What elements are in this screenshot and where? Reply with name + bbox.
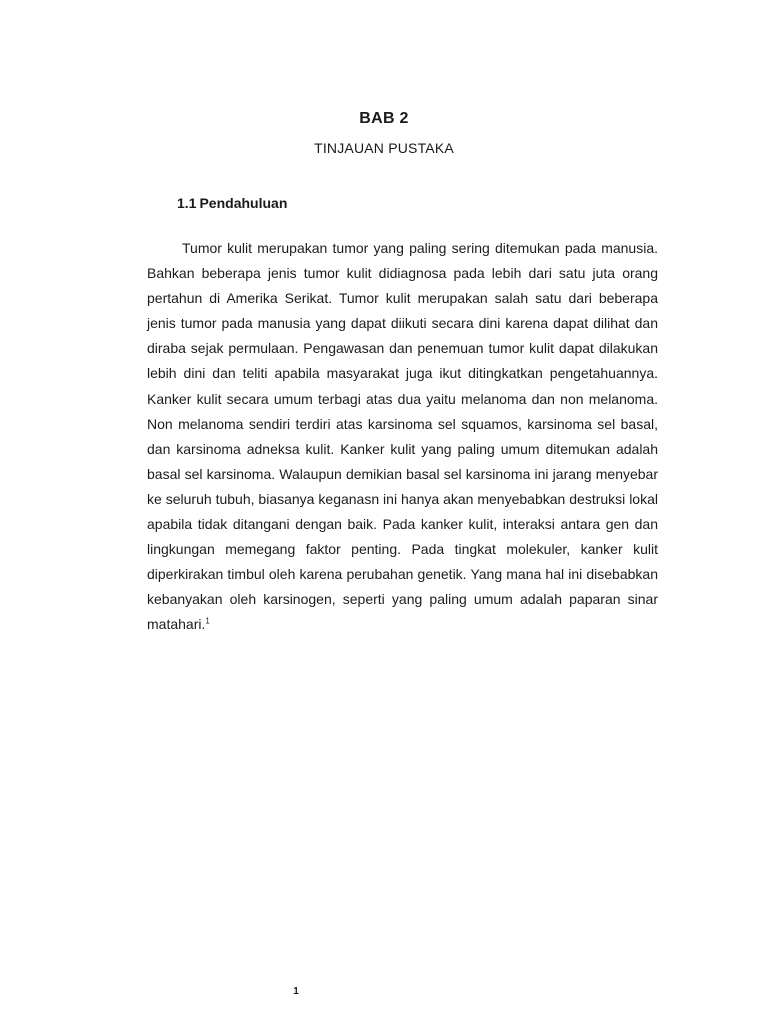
- section-title: Pendahuluan: [199, 195, 288, 211]
- chapter-title: TINJAUAN PUSTAKA: [314, 140, 454, 156]
- body-paragraph: [147, 236, 658, 638]
- paragraph-text: Tumor kulit merupakan tumor yang paling sering ditemukan pada manusia. Bahkan beberapa jenis tumor kulit didiagnosa pada lebih dari satu juta orang pertahun di Amerika Serikat. Tumor kulit merupakan salah satu dari beberapa jenis tumor pada manusia yang dapat diikuti secara dini karena dapat dilihat dan diraba sejak permulaan. Pengawasan dan penemuan tumor kulit dapat dilakukan lebih dini dan teliti apabila masyarakat juga ikut ditingkatkan pengetahuannya. Kanker kulit secara umum terbagi atas dua yaitu melanoma dan non melanoma. Non melanoma sendiri terdiri atas karsinoma sel squamos, karsinoma sel basal, dan karsinoma adneksa kulit. Kanker kulit yang paling umum ditemukan adalah basal sel karsinoma. Walaupun demikian basal sel karsinoma ini jarang menyebar ke seluruh tubuh, biasanya keganasn ini hanya akan menyebabkan destruksi lokal apabila tidak ditangani dengan baik. Pada kanker kulit, interaksi antara gen dan lingkungan memegang faktor penting. Pada tingkat molekuler, kanker kulit diperkirakan timbul oleh karena perubahan genetik. Yang mana hal ini disebabkan kebanyakan oleh karsinogen, seperti yang paling umum adalah paparan sinar matahari.: [147, 240, 658, 633]
- page-number: 1: [293, 986, 299, 997]
- section-number: 1.1: [177, 195, 197, 211]
- footnote-reference: 1: [205, 616, 210, 626]
- section-heading: [177, 195, 287, 211]
- chapter-number: BAB 2: [359, 110, 409, 127]
